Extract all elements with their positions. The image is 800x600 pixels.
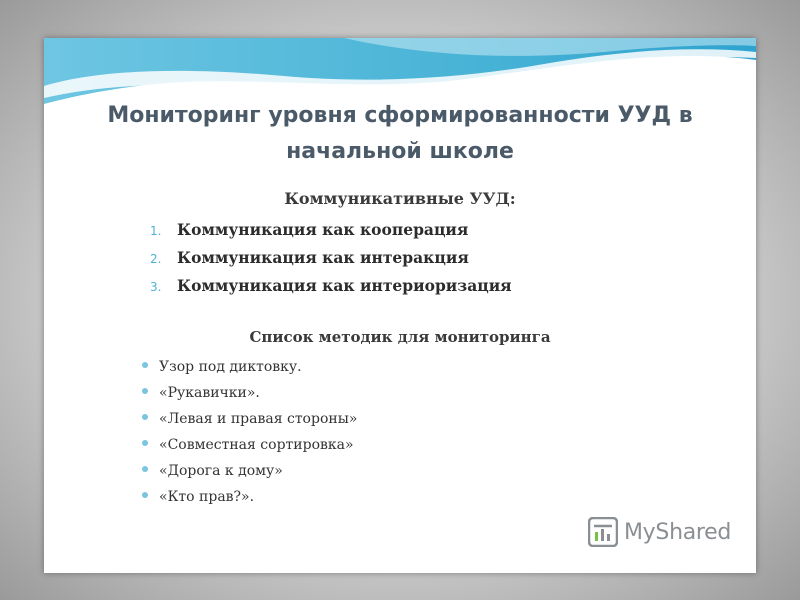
slide-title-line-1: Мониторинг уровня сформированности УУД в <box>107 103 693 128</box>
list-item-label: Коммуникация как интериоризация <box>177 276 512 295</box>
list-item-number: 1. <box>150 224 162 238</box>
list-item-label: Коммуникация как кооперация <box>177 220 469 239</box>
list-item <box>150 244 512 272</box>
methods-list <box>142 354 357 510</box>
communicative-heading: Коммуникативные УУД: <box>284 189 516 208</box>
list-item-number: 2. <box>150 252 162 266</box>
list-item <box>150 272 512 300</box>
list-item-label: Коммуникация как интеракция <box>177 248 469 267</box>
bullet-icon <box>142 466 148 472</box>
myshared-logo-text: MyShared <box>624 519 732 545</box>
list-item-number: 3. <box>150 280 162 294</box>
myshared-logo-icon <box>588 517 618 547</box>
list-item-label: Узор под диктовку. <box>159 359 302 375</box>
list-item <box>142 432 357 458</box>
bullet-icon <box>142 362 148 368</box>
list-item <box>142 458 357 484</box>
list-item-label: «Левая и правая стороны» <box>159 411 358 427</box>
methods-heading: Список методик для мониторинга <box>249 328 551 346</box>
communicative-list <box>150 216 512 300</box>
list-item-label: «Кто прав?». <box>159 489 255 505</box>
list-item <box>142 484 357 510</box>
list-item <box>150 216 512 244</box>
list-item <box>142 406 357 432</box>
myshared-logo[interactable] <box>588 516 731 548</box>
slide-title-line-2: начальной школе <box>286 139 514 164</box>
bullet-icon <box>142 440 148 446</box>
list-item-label: «Дорога к дому» <box>159 463 283 479</box>
bullet-icon <box>142 414 148 420</box>
list-item <box>142 354 357 380</box>
slide <box>44 38 756 573</box>
slide-title <box>44 98 756 170</box>
list-item <box>142 380 357 406</box>
list-item-label: «Совместная сортировка» <box>159 437 354 453</box>
list-item-label: «Рукавички». <box>159 385 260 401</box>
bullet-icon <box>142 492 148 498</box>
bullet-icon <box>142 388 148 394</box>
